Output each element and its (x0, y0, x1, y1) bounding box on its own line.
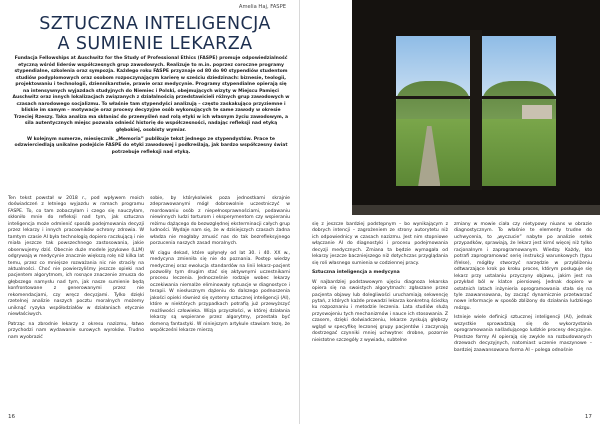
window-frame-mullion (470, 30, 482, 190)
body-column-4 (454, 222, 592, 357)
window-sill (352, 205, 600, 215)
right-page (300, 0, 600, 424)
title-line-2: A SUMIENIE LEKARZA (57, 34, 253, 54)
body-paragraph: W najbardziej podstawowym ujęciu diagnoza lekarska opiera się na swoistych algorytmach: zgłaszane przez pacjenta objawy lub dolegliwości uruchamiają sekwencję pytań, z których każde prowadzi lekarza konkretną ścieżką ku rozpoznaniu i metodzie leczenia. Lata studiów służą przyswojeniu tych mechanizmów i nauce ich stosowania. Z czasem, dzięki doświadczeniu, lekarze zyskują głębszy wgląd w specyfikę leczonej grupy pacjentów i zaczynają dostrzegać czynniki mniej uchwytne: drobne, pozornie nieistotne szczegóły z wywiadu, subtelne (312, 279, 448, 343)
body-column-3 (312, 222, 448, 347)
window-pane-right (482, 36, 556, 186)
body-paragraph: Ten tekst powstał w 2018 r., pod wpływem moich doświadczeń z letniego wyjazdu w ramach programu FASPE. To, co tam zobaczyłam i czego się nauczyłam, skłoniło mnie do refleksji nad tym, jak sztuczna inteligencja może odmienić sposób podejmowania decyzji przez lekarzy i innych pracowników ochrony zdrowia. W tamtym czasie AI była technologią dopiero raczkującą i nie miała jeszcze tak powszechnego zastosowania, jakie obserwujemy dziś. Obecnie duże modele językowe (LLM) odgrywają w medycynie znacznie większą rolę niż kilka lat temu, przez co mniejsze rozważania nic nie straciły na aktualności. Choć nie powierzyliśmy jeszcze opieki nad pacjentem algorytmom, ich rosnące znaczenie zmusza do głębszego namysłu nad tym, jak nasze sumienie będą konfrontowane z generowanymi przez nie rekomendacjami, czy wręcz decyzjami. Tylko dzięki rzetelnej analizie naszych pocztu moralnych możemy uniknąć ryzyka współodziałów w działaniach etycznie niewłaściwych. (8, 196, 144, 318)
body-paragraph: Patrząc na zbrodnie lekarzy z okresu nazizmu, łatwo przychodzi nam wydawanie surowych wyroków. Trudno nam wyobrazić (8, 321, 144, 340)
intro-paragraph: W kolejnym numerze, miesięcznik „Memoria” publikuje tekst jednego ze stypendystów. Prace te odzwierciedlają unikalne podejście FASPE do etyki zawodowej i podkreślają, jak bardzo współczesny świat potrzebuje refleksji nad etyką. (14, 136, 288, 155)
body-paragraph: W ciągu dekad, które upłynęły od lat 30. i 40. XX w., medycyna zmieniła się nie do poznania. Postęp wiedzy medycznej oraz ewolucja standardów na linii lekarz–pacjent pozwoliły tym drugim stać się aktywnymi uczestnikami procesu leczenia. Jednocześnie rodzaje wobec lekarzy oczekiwania niemalże eliminowały sytuacje w diagnostyce i terapii. W niesłusznym dążeniu do dalszego podnoszenia jakości opieki również się systemy sztucznej inteligencji (AI), które w niektórych przypadkach potrafią już przewyższyć możliwości człowieka. Wizja przyszłości, w której działania lekarzy są wspierane przez algorytmy, przestała być domeną fantastyki. W niniejszym artykule stawiam tezę, że współcześni lekarze mierzą (150, 250, 290, 334)
page-number-right: 17 (584, 414, 592, 420)
intro-paragraph: Fundacja Fellowships at Auschwitz for the Study of Professional Ethics (FASPE) promuje odpowiedzialność etyczną wśród liderów współczesnych grup zawodowych. Realizuje to m.in. poprzez coroczne programy stypendialne, szkolenia oraz sympozja. Każdego roku FASPE przyznaje od 80 do 90 stypendiów studentom studiów podyplomowych oraz osobom rozpoczynającym karierę w sześciu dziedzinach: biznesie, teologii, projektowaniu i technologii, dziennikarstwie, prawie oraz medycynie. Programy stypendialne opierają się na intensywnych wyjazdach studyjnych do Niemiec i Polski, obejmujących wizyty w Miejscu Pamięci Auschwitz oraz innych lokalizacjach związanych z działalnością przedstawicieli różnych grup zawodowych w czasach narodowego socjalizmu. To właśnie tam stypendyści analizują – często zaskakująco przyziemne i bliskie im samym – motywacje oraz procesy decyzyjne osób wykonujących te same zawody w okresie Trzeciej Rzeszy. Taka analiza ma skłaniać do przemyśleń nad rolą etyki w ich własnym życiu zawodowym, a sila autentycznych miejsc pozwala odnieść historię do współczesności, nadając refleksji nad etyką głębokiej, osobisty wymiar. (12, 56, 290, 134)
window-pane-left (396, 36, 470, 186)
body-paragraph: Istnieje wiele definicji sztucznej inteligencji (AI), jednak wszystkie sprowadzają się do wykorzystania oprogramowania naśladującego ludzkie procesy decyzyjne. Prostsze formy AI opierają się zwykle na rozbudowanych drzewach decyzyjnych, natomiast uczenie maszynowe – bardziej zaawansowana forma AI – polega odnośnie (454, 315, 592, 353)
window-photo (352, 0, 600, 205)
body-paragraph: sobie, by którykolwiek poza jednostkami skrajnie zdeprawowanymi mógł dobrowolnie uczestniczyć w mordowaniu osób z niepełnosprawnościami, podawaniu niewinnych ludzi torturom i eksperymentom czy wspieraniu reżimu dążącego do bezwzględnej eksterminacji całych grup ludności. Wydaje nam się, że w dzisiejszych czasach żadna władza nie mogłaby zmusić nas do tak bezrefleksyjnego porzucenia naszych zasad moralnych. (150, 196, 290, 247)
body-paragraph: się z jeszcze bardziej podstępnym – bo wynikającym z dobrych intencji – zagrożeniem ze strony autorytetu niż ich odpowiednicy w czasach nazizmu. Jest nim stopniowe włączanie AI do diagnostyki i procesu podejmowania decyzji medycznych. Zmiana ta będzie wymagała od lekarzy jeszcze baczniejszego niż dotychczas przyglądania się roli własnego sumienia w codziennej pracy. (312, 222, 448, 266)
page-number-left: 16 (8, 414, 16, 420)
section-heading: Sztuczna inteligencja a medycyna (312, 270, 400, 276)
author-byline: Amelia Haj, FASPE (238, 4, 286, 10)
body-column-1 (8, 196, 144, 344)
body-paragraph: zmiany w mowie ciała czy nietypowy niuans w obrazie diagnostycznym. To właśnie te elementy trudne do uchwycenia, to „wyczucie” nabyte po analizie setek przypadków, sprawiają, że lekarz jest kimś więcej niż tylko racjonalnym i zaprogramowanym. Wiedzy. Każdy, kto potrafi zaprogramować serię instrukcji warunkowych (typu if/else), mógłby stworzyć narzędzie w przybliżeniu odtwarzające krok po kroku proces, którym posługuje się lekarz przy ustalaniu przyczyny objawu, jakim jest na przykład ból w klatce piersiowej. Jednak dopiero w ostatnich latach inżynieria oprogramowania stała się na tyle zaawansowana, by zacząć dynamicznie przetwarzać nowe informacje w sposób zbliżony do działania ludzkiego mózgu. (454, 222, 592, 311)
article-title (30, 14, 280, 54)
title-line-1: SZTUCZNA INTELIGENCJA (39, 14, 271, 34)
intro-lead (12, 56, 290, 158)
body-column-2 (150, 196, 290, 338)
window-frame-crossbar (396, 96, 556, 99)
